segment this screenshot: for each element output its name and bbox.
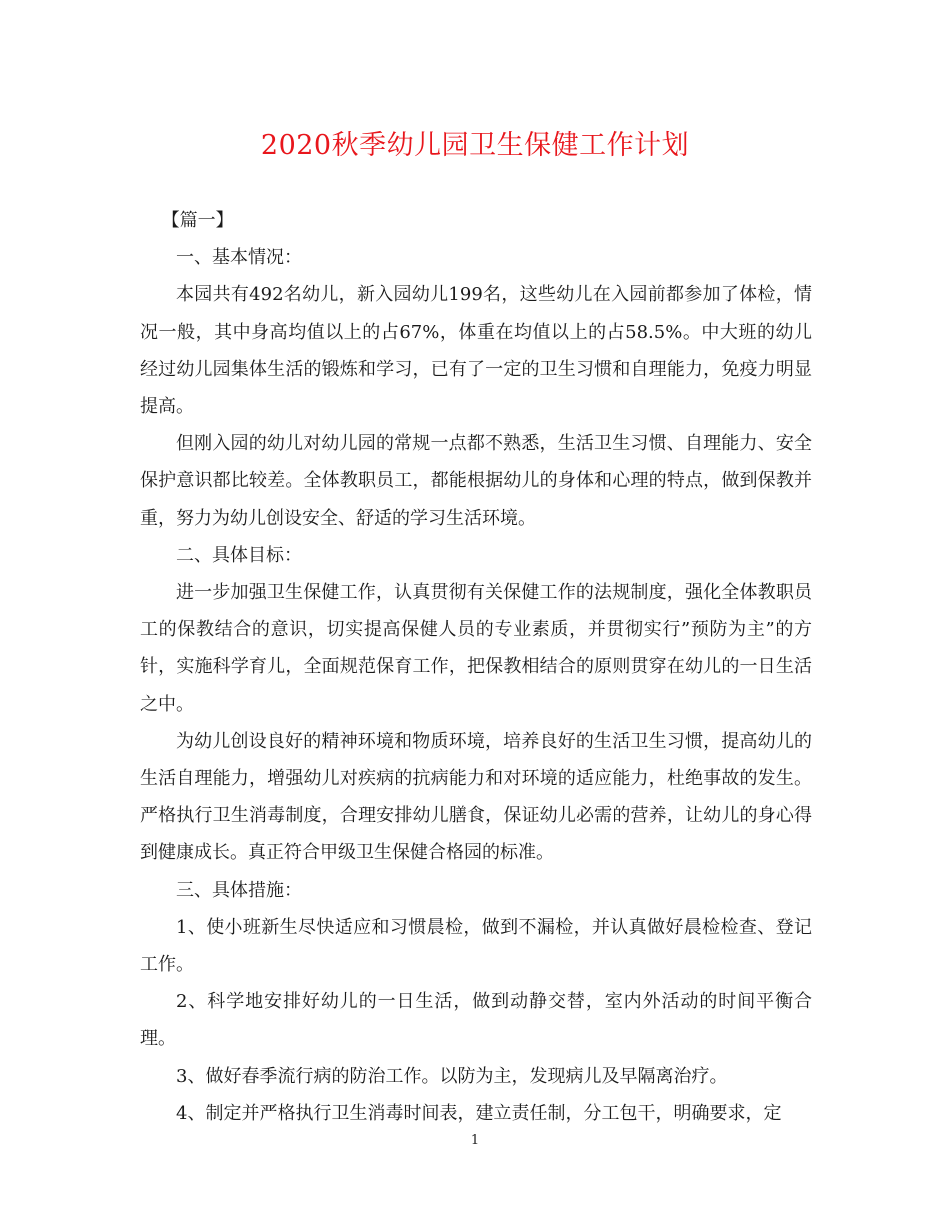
- measure-item-4: 4、制定并严格执行卫生消毒时间表，建立责任制，分工包干，明确要求，定: [176, 1102, 782, 1124]
- paragraph-goals-1: 进一步加强卫生保健工作，认真贯彻有关保健工作的法规制度，强化全体教职员工的保教结合的意识，切实提高保健人员的专业素质，并贯彻实行”预防为主”的方针，实施科学育儿，全面规范保育工作，把保教相结合的原则贯穿在幼儿的一日生活之中。: [140, 582, 812, 715]
- measure-item-1: 1、使小班新生尽快适应和习惯晨检，做到不漏检，并认真做好晨检检查、登记工作。: [140, 916, 812, 976]
- paragraph-new-children: 但刚入园的幼儿对幼儿园的常规一点都不熟悉，生活卫生习惯、自理能力、安全保护意识都比较差。全体教职员工，都能根据幼儿的身体和心理的特点，做到保教并重，努力为幼儿创设安全、舒适的学习生活环境。: [140, 433, 812, 529]
- measure-item-3: 3、做好春季流行病的防治工作。以防为主，发现病儿及早隔离治疗。: [176, 1065, 728, 1087]
- measure-item-2: 2、科学地安排好幼儿的一日生活，做到动静交替，室内外活动的时间平衡合理。: [140, 991, 812, 1050]
- section-heading-basic: 一、基本情况：: [176, 247, 302, 269]
- section-heading-goals: 二、具体目标：: [176, 544, 302, 566]
- section-heading-measures: 三、具体措施：: [176, 879, 302, 901]
- section-label: 【篇一】: [161, 210, 234, 231]
- document-title: 2020秋季幼儿园卫生保健工作计划: [260, 130, 690, 161]
- paragraph-enrollment: 本园共有492名幼儿，新入园幼儿199名，这些幼儿在入园前都参加了体检，情况一般，其中身高均值以上的占67%，体重在均值以上的占58.5%。中大班的幼儿经过幼儿园集体生活的锻炼和学习，已有了一定的卫生习惯和自理能力，免疫力明显提高。: [140, 284, 812, 418]
- page-number: 1: [470, 1133, 480, 1148]
- paragraph-goals-2: 为幼儿创设良好的精神环境和物质环境，培养良好的生活卫生习惯，提高幼儿的生活自理能力，增强幼儿对疾病的抗病能力和对环境的适应能力，杜绝事故的发生。严格执行卫生消毒制度，合理安排幼儿膳食，保证幼儿必需的营养，让幼儿的身心得到健康成长。真正符合甲级卫生保健合格园的标准。: [140, 730, 812, 864]
- document-body: [140, 202, 812, 1132]
